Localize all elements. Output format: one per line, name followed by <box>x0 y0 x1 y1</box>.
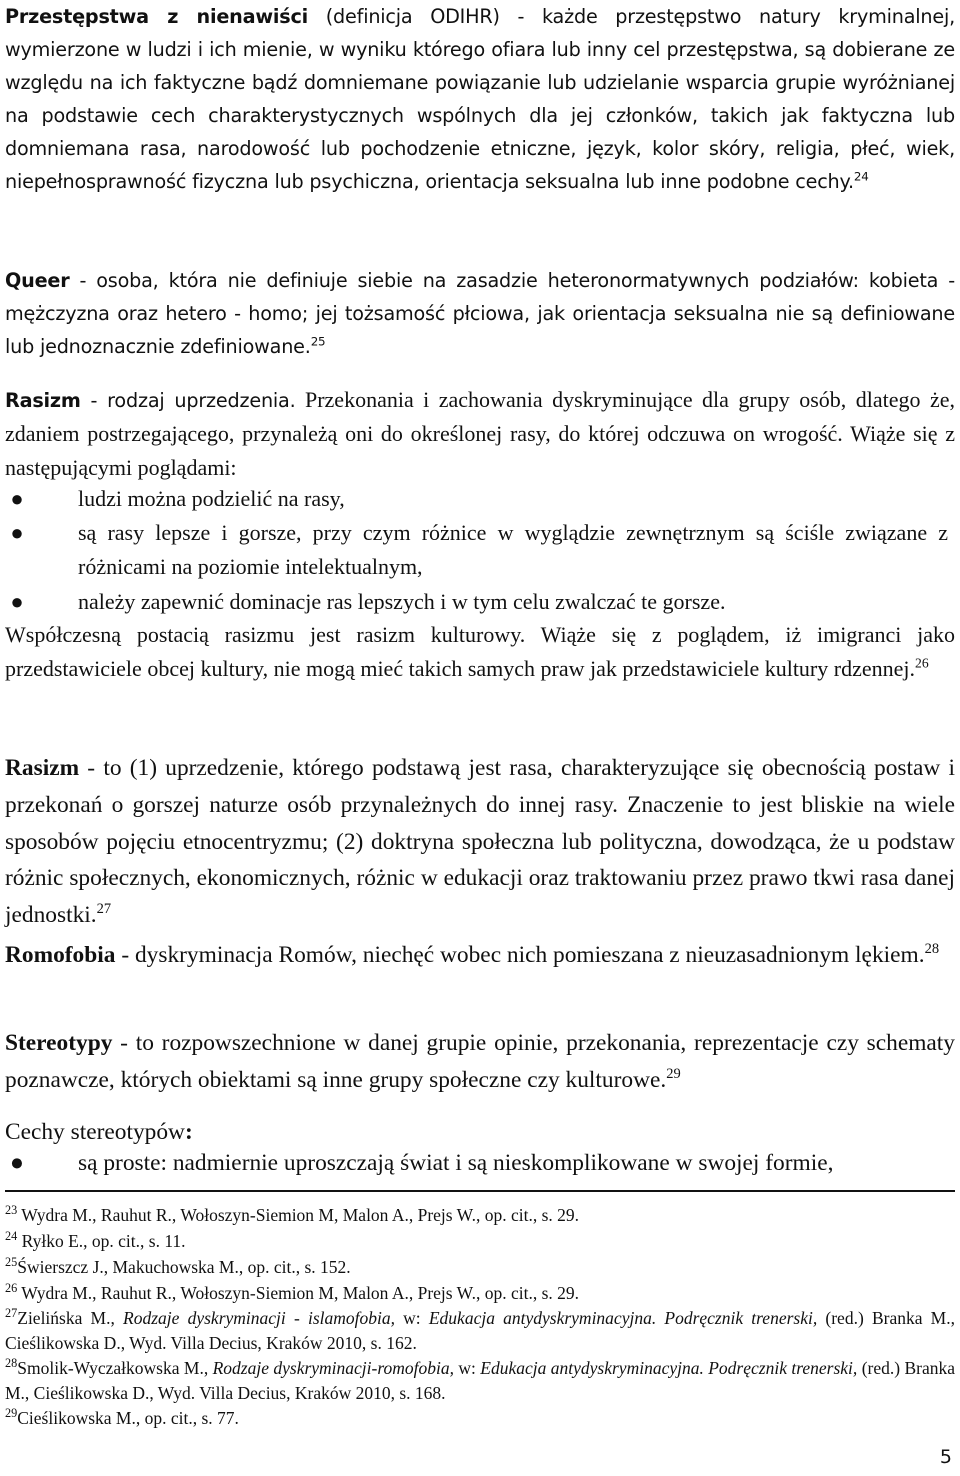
footnote-number: 26 <box>5 1281 18 1296</box>
footnote-26 <box>5 1281 955 1306</box>
term-racism-1: Rasizm <box>5 389 81 412</box>
definition-racism-1-sans: - rodzaj uprzedzenia. <box>80 389 296 412</box>
footnote-ref-29[interactable]: 29 <box>666 1066 681 1082</box>
definition-racism-2: - to (1) uprzedzenie, którego podstawą jest rasa, charakteryzujące się obecnością postaw i przekonań o gorszej naturze osób przynależnych do innej rasy. Znaczenie to jest bliskie na wiele sposobów pojęciu etnocentryzmu; (2) doktryna społeczna lub polityczna, dowodząca, że u podstaw różnic społecznych, ekonomicznych, różnic w edukacji oraz traktowaniu przez prawo tkwi rasa danej jednostki. <box>5 755 955 929</box>
term-romophobia: Romofobia <box>5 942 116 968</box>
list-item-text: są proste: nadmiernie uproszczają świat i są nieskomplikowane w swojej formie, <box>78 1150 834 1176</box>
footnote-ref-27[interactable]: 27 <box>96 901 112 918</box>
footnote-number: 25 <box>5 1255 18 1270</box>
footnote-ref-25[interactable]: 25 <box>310 334 326 349</box>
bullet-icon: ● <box>10 589 24 614</box>
footnote-in: w: <box>394 1308 429 1328</box>
text-cultural-racism: Współczesną postacią rasizmu jest rasizm kulturowy. Wiąże się z poglądem, iż imigranci jako przedstawiciele obcej kultury, nie mogą mieć takich samych praw jak przedstawiciele kultury rdzennej. <box>5 622 955 681</box>
definition-racism-1: Przekonania i zachowania dyskryminujące dla grupy osób, dlatego że, zdaniem postrzegającego, przynależą oni do określonej rasy, do której odczuwa on wrogość. Wiąże się z następującymi poglądami: <box>5 387 955 480</box>
definition-stereotypes: - to rozpowszechnione w danej grupie opinie, przekonania, reprezentacje czy schematy poznawcze, których obiektami są inne grupy społeczne czy kulturowe. <box>5 1030 955 1093</box>
bullet-icon: ● <box>10 520 24 545</box>
paragraph-hate-crime <box>5 0 955 198</box>
footnote-ref-28[interactable]: 28 <box>924 941 940 958</box>
paragraph-queer <box>5 264 955 363</box>
footnote-source: Edukacja antydyskryminacyjna. Podręcznik trenerski, <box>480 1358 858 1378</box>
footnote-28 <box>5 1356 955 1406</box>
footnote-text: Cieślikowska M., op. cit., s. 77. <box>17 1408 239 1428</box>
footnote-number: 28 <box>5 1356 18 1371</box>
footnote-title: Rodzaje dyskryminacji - islamofobia, <box>123 1308 395 1328</box>
footnote-23 <box>5 1203 955 1228</box>
definition-queer: - osoba, która nie definiuje siebie na zasadzie heteronormatywnych podziałów: kobieta - mężczyzna oraz hetero - homo; jej tożsamość płciowa, jak orientacja seksualna nie są definiowane lub jednoznacznie zdefiniowane. <box>5 269 955 358</box>
footnote-number: 23 <box>5 1203 18 1218</box>
bullet-icon: ● <box>9 1150 25 1176</box>
footnote-author: Zielińska M., <box>17 1308 124 1328</box>
footnote-in: w: <box>454 1358 481 1378</box>
bullet-icon: ● <box>10 486 24 511</box>
term-hate-crime: Przestępstwa z nienawiści <box>5 5 309 28</box>
footnote-author: Smolik-Wyczałkowska M., <box>17 1358 213 1378</box>
footnote-24 <box>5 1229 955 1254</box>
footnote-text: Świerszcz J., Makuchowska M., op. cit., s. 152. <box>17 1257 351 1277</box>
footnote-25 <box>5 1255 955 1280</box>
definition-hate-crime: (definicja ODIHR) - każde przestępstwo natury kryminalnej, wymierzone w ludzi i ich mienie, w wyniku którego ofiara lub inny cel przestępstwa, są dobierane ze względu na ich faktyczne bądź domniemane powiązanie lub udzielanie wsparcia grupie wyróżnianej na podstawie cech charakterystycznych wspólnych dla jej członków, takich jak faktyczna lub domniemana rasa, narodowość lub pochodzenie etniczne, język, kolor skóry, religia, płeć, wiek, niepełnosprawność fizyczna lub psychiczna, orientacja seksualna lub inne podobne cechy. <box>5 5 955 193</box>
footnote-number: 24 <box>5 1229 18 1244</box>
definition-romophobia: - dyskryminacja Romów, niechęć wobec nich pomieszana z nieuzasadnionym lękiem. <box>115 942 925 968</box>
label-stereotype-features: Cechy stereotypów <box>5 1119 185 1145</box>
label-colon: : <box>184 1119 193 1145</box>
term-queer: Queer <box>5 269 70 292</box>
footnote-text: Wydra M., Rauhut R., Wołoszyn-Siemion M, Malon A., Prejs W., op. cit., s. 29. <box>17 1283 580 1303</box>
list-item-text: należy zapewnić dominacje ras lepszych i w tym celu zwalczać te gorsze. <box>78 589 726 614</box>
term-stereotypes: Stereotypy <box>5 1030 113 1056</box>
footnote-ref-24[interactable]: 24 <box>853 169 869 184</box>
footnote-publisher: (red.) Branka M., Cieślikowska D., Wyd. Villa Decius, Kraków 2010, s. 162. <box>5 1308 955 1353</box>
list-item-text: ludzi można podzielić na rasy, <box>78 486 345 511</box>
footnote-27 <box>5 1306 955 1356</box>
footnote-29 <box>5 1406 955 1431</box>
footnote-separator <box>5 1190 955 1192</box>
footnote-ref-26[interactable]: 26 <box>915 655 929 671</box>
footnote-number: 29 <box>5 1406 18 1421</box>
paragraph-stereotypes <box>5 1025 955 1099</box>
page-number: 5 <box>939 1446 952 1468</box>
footnote-source: Edukacja antydyskryminacyjna. Podręcznik trenerski, <box>428 1308 818 1328</box>
paragraph-racism-2 <box>5 750 955 934</box>
paragraph-racism-1 <box>5 383 955 485</box>
paragraph-cultural-racism <box>5 618 955 686</box>
footnote-text: Ryłko E., op. cit., s. 11. <box>17 1231 186 1251</box>
footnote-title: Rodzaje dyskryminacji-romofobia, <box>212 1358 455 1378</box>
term-racism-2: Rasizm <box>5 755 80 781</box>
list-item-text: są rasy lepsze i gorsze, przy czym różnice w wyglądzie zewnętrznym są ściśle związane z różnicami na poziomie intelektualnym, <box>78 520 948 579</box>
paragraph-romophobia <box>5 937 955 974</box>
footnote-number: 27 <box>5 1306 18 1321</box>
footnote-text: Wydra M., Rauhut R., Wołoszyn-Siemion M, Malon A., Prejs W., op. cit., s. 29. <box>17 1205 580 1225</box>
footnote-publisher: (red.) Branka M., Cieślikowska D., Wyd. Villa Decius, Kraków 2010, s. 168. <box>5 1358 955 1403</box>
